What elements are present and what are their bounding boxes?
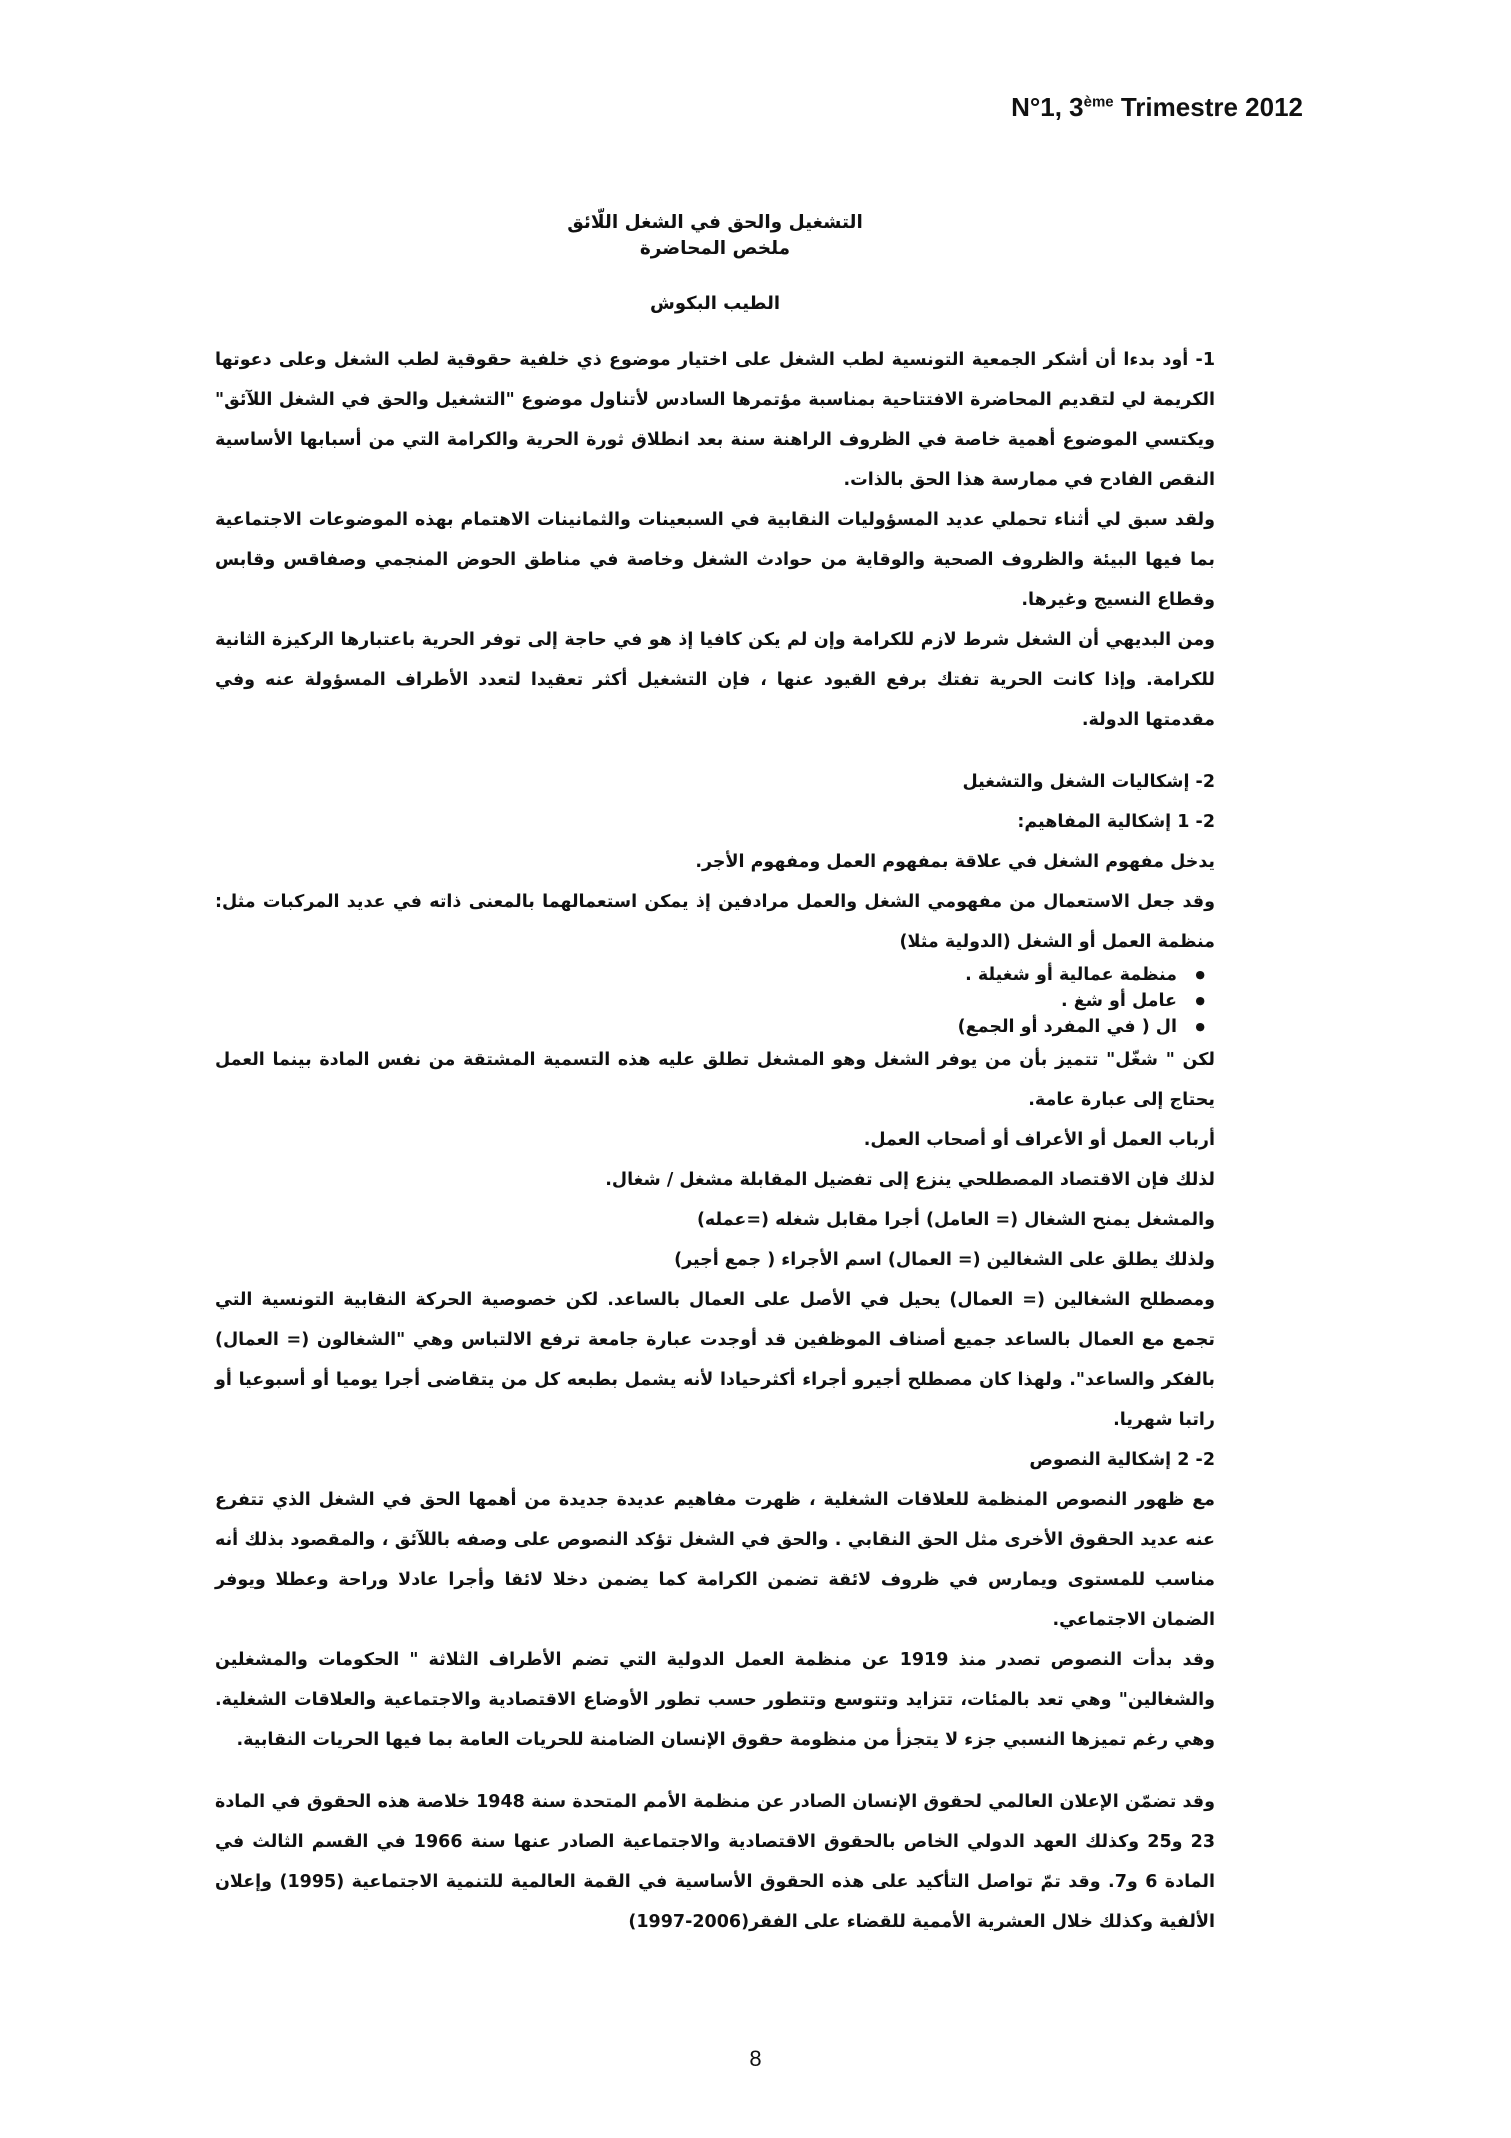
- article-author: الطيب البكوش: [650, 293, 780, 314]
- list-item: ● عامل أو شغ .: [215, 988, 1177, 1014]
- section-heading: 2- إشكاليات الشغل والتشغيل: [962, 772, 1215, 792]
- paragraph: لكن " شغّل" تتميز بأن من يوفر الشغل وهو المشغل تطلق عليه هذه التسمية المشتقة من نفس المادة بينما العمل يحتاج إلى عبارة عامة.: [215, 1050, 1215, 1110]
- article-body: [215, 210, 1215, 1942]
- paragraph: ولذلك يطلق على الشغالين (= العمال) اسم الأجراء ( جمع أجير): [674, 1250, 1215, 1270]
- paragraph: أرباب العمل أو الأعراف أو أصحاب العمل.: [863, 1130, 1215, 1150]
- subsection-heading: 2- 1 إشكالية المفاهيم:: [1017, 812, 1215, 832]
- article-title: التشغيل والحق في الشغل اللّائق: [567, 212, 863, 233]
- paragraph: ولقد سبق لي أثناء تحملي عديد المسؤوليات النقابية في السبعينات والثمانينات الاهتمام بهذه الموضوعات الاجتماعية بما فيها البيئة والظروف الصحية والوقاية من حوادث الشغل وخاصة في مناطق الحوض المنجمي وصفاقس وقابس وقطاع النسيج وغيرها.: [215, 510, 1215, 610]
- article-subtitle: ملخص المحاضرة: [639, 238, 791, 259]
- paragraph: لذلك فإن الاقتصاد المصطلحي ينزع إلى تفضيل المقابلة مشغل / شغال.: [605, 1170, 1215, 1190]
- page-number: 8: [749, 2046, 762, 2071]
- paragraph: يدخل مفهوم الشغل في علاقة بمفهوم العمل ومفهوم الأجر.: [695, 852, 1215, 872]
- issue-header: N°1, 3ème Trimestre 2012: [1011, 92, 1303, 122]
- bullet-list: [215, 962, 1215, 1040]
- paragraph-intro: 1- أود بدءا أن أشكر الجمعية التونسية لطب الشغل على اختيار موضوع ذي خلفية حقوقية لطب الشغل وعلى دعوتها الكريمة لي لتقديم المحاضرة الافتتاحية بمناسبة مؤتمرها السادس لأتناول موضوع "التشغيل والحق في الشغل اللآئق" ويكتسي الموضوع أهمية خاصة في الظروف الراهنة سنة بعد انطلاق ثورة الحرية والكرامة التي من أسبابها الأساسية النقص الفادح في ممارسة هذا الحق بالذات.: [215, 350, 1215, 490]
- paragraph: مع ظهور النصوص المنظمة للعلاقات الشغلية ، ظهرت مفاهيم عديدة جديدة من أهمها الحق في الشغل الذي تتفرع عنه عديد الحقوق الأخرى مثل الحق النقابي . والحق في الشغل تؤكد النصوص على وصفه باللآئق ، والمقصود بذلك أنه مناسب للمستوى ويمارس في ظروف لائقة تضمن الكرامة كما يضمن دخلا لائقا وأجرا عادلا وراحة وعطلا ويوفر الضمان الاجتماعي.: [215, 1490, 1215, 1630]
- paragraph: وقد جعل الاستعمال من مفهومي الشغل والعمل مرادفين إذ يمكن استعمالهما بالمعنى ذاته في عديد المركبات مثل: منظمة العمل أو الشغل (الدولية مثلا): [215, 892, 1215, 952]
- paragraph: ومصطلح الشغالين (= العمال) يحيل في الأصل على العمال بالساعد. لكن خصوصية الحركة النقابية التونسية التي تجمع مع العمال بالساعد جميع أصناف الموظفين قد أوجدت عبارة جامعة ترفع الالتباس وهي "الشغالون (= العمال) بالفكر والساعد". ولهذا كان مصطلح أجيرو أجراء أكثرحيادا لأنه يشمل بطبعه كل من يتقاضى أجرا يوميا أو أسبوعيا أو راتبا شهريا.: [215, 1290, 1215, 1430]
- paragraph: ومن البديهي أن الشغل شرط لازم للكرامة وإن لم يكن كافيا إذ هو في حاجة إلى توفر الحرية باعتبارها الركيزة الثانية للكرامة. وإذا كانت الحرية تفتك برفع القيود عنها ، فإن التشغيل أكثر تعقيدا لتعدد الأطراف المسؤولة عنه وفي مقدمتها الدولة.: [215, 630, 1215, 730]
- list-item: ● منظمة عمالية أو شغيلة .: [215, 962, 1177, 988]
- paragraph: وقد تضمّن الإعلان العالمي لحقوق الإنسان الصادر عن منظمة الأمم المتحدة سنة 1948 خلاصة هذه الحقوق في المادة 23 و25 وكذلك العهد الدولي الخاص بالحقوق الاقتصادية والاجتماعية الصادر عنها سنة 1966 في القسم الثالث في المادة 6 و7. وقد تمّ تواصل التأكيد على هذه الحقوق الأساسية في القمة العالمية للتنمية الاجتماعية (1995) وإعلان الألفية وكذلك خلال العشرية الأممية للقضاء على الفقر(2006-1997): [215, 1792, 1215, 1932]
- subsection-heading: 2- 2 إشكالية النصوص: [1029, 1450, 1215, 1470]
- paragraph: وقد بدأت النصوص تصدر منذ 1919 عن منظمة العمل الدولية التي تضم الأطراف الثلاثة " الحكومات والمشغلين والشغالين" وهي تعد بالمئات، تتزايد وتتوسع وتتطور حسب تطور الأوضاع الاقتصادية والاجتماعية والعلاقات الشغلية. وهي رغم تميزها النسبي جزء لا يتجزأ من منظومة حقوق الإنسان الضامنة للحريات العامة بما فيها الحريات النقابية.: [215, 1650, 1215, 1750]
- list-item: ● ال ( في المفرد أو الجمع): [215, 1014, 1177, 1040]
- paragraph: والمشغل يمنح الشغال (= العامل) أجرا مقابل شغله (=عمله): [696, 1210, 1215, 1230]
